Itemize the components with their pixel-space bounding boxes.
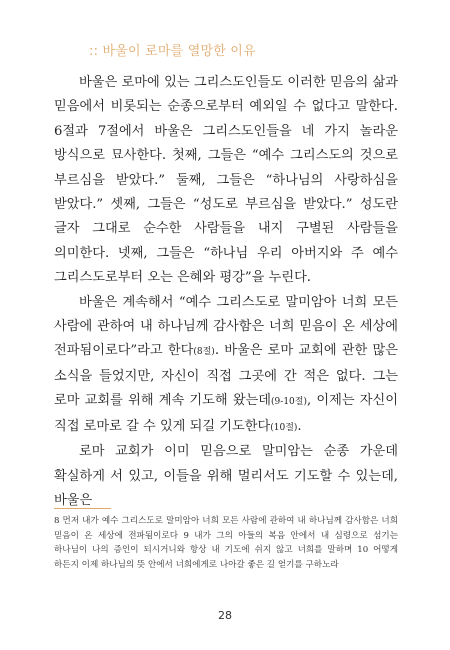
paragraph-1: 바울은 로마에 있는 그리스도인들도 이러한 믿음의 삶과 믿음에서 비롯되는 순종으로부터 예외일 수 없다고 말한다. 6절과 7절에서 바울은 그리스도인들을 네 가지 놀라운 방식으로 묘사한다. 첫째, 그들은 “예수 그리스도의 것으로 부르심을 받았다.” 둘째, 그들은 “하나님의 사랑하심을 받았다.” 셋째, 그들은 “성도로 부르심을 받았다.” 성도란 글자 그대로 순수한 사람들을 내지 구별된 사람들을 의미한다. 넷째, 그들은 “하나님 우리 아버지와 주 예수 그리스도로부터 오는 은혜와 평강”을 누린다. bbox=[54, 75, 398, 286]
verse-reference: (9-10절) bbox=[271, 397, 307, 408]
body-text bbox=[54, 71, 398, 513]
page-number: 28 bbox=[218, 609, 232, 622]
section-heading: :: 바울이 로마를 열망한 이유 bbox=[89, 44, 256, 59]
verse-reference: (8절) bbox=[193, 347, 215, 358]
verse-reference: (10절) bbox=[270, 422, 298, 433]
footnote: 8 먼저 내가 예수 그리스도로 말미암아 너희 모든 사람에 관하여 내 하나님께 감사함은 너희 믿음이 온 세상에 전파됨이로다 9 내가 그의 아들의 복음 안에서 내 심령으로 섬기는 하나님이 나의 증인이 되시거니와 항상 내 기도에 쉬지 않고 너희를 말하며 10 어떻게 하든지 이제 하나님의 뜻 안에서 너희에게로 나아갈 좋은 길 얻기를 구하노라 bbox=[54, 516, 398, 570]
paragraph-2-text-d: . bbox=[297, 418, 302, 434]
paragraph-2-text-a: 바울은 계속해서 “예수 그리스도로 말미암아 너희 모든 사람에 관하여 내 하나님께 감사함은 너희 믿음이 온 세상에 전파됨이로다”라고 한다 bbox=[54, 294, 398, 359]
paragraph-2-text-c: , 이제는 자신이 직접 로마로 갈 수 있게 되길 기도한다 bbox=[54, 393, 398, 434]
paragraph-2 bbox=[54, 291, 398, 440]
paragraph-3: 로마 교회가 이미 믿음으로 말미암는 순종 가운데 확실하게 서 있고, 이들을 위해 멀리서도 기도할 수 있는데, 바울은 bbox=[54, 444, 398, 508]
paragraph-2-text-b: . 바울은 로마 교회에 관한 많은 소식을 들었지만, 자신이 직접 그곳에 간 적은 없다. 그는 로마 교회를 위해 계속 기도해 왔는데 bbox=[54, 343, 398, 409]
footnote-divider bbox=[54, 508, 111, 509]
